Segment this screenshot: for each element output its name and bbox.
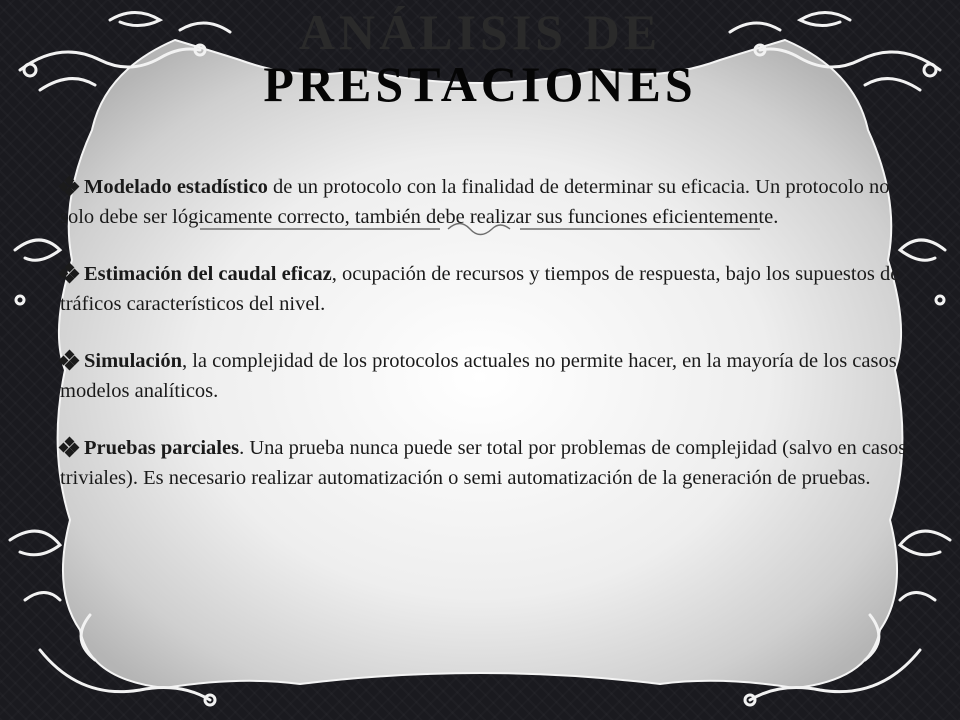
bullet-item-text: , ocupación de recursos y tiempos de respuesta, bajo los supuestos de tráficos característicos del nivel.	[60, 263, 900, 315]
bullet-item-simulacion	[60, 346, 912, 406]
bullet-item-estimacion	[60, 259, 912, 319]
bullet-item-modelado	[60, 172, 912, 232]
flourish-left	[10, 240, 60, 600]
bullet-list	[60, 172, 912, 520]
bullet-item-heading: Estimación del caudal eficaz	[84, 263, 332, 285]
bullet-item-heading: Pruebas parciales	[84, 437, 240, 459]
title-line-2: PRESTACIONES	[263, 56, 697, 112]
bullet-item-heading: Modelado estadístico	[84, 176, 268, 198]
bullet-item-pruebas	[60, 433, 912, 493]
four-diamond-bullet-icon	[60, 264, 78, 282]
four-diamond-bullet-icon	[60, 177, 78, 195]
four-diamond-bullet-icon	[60, 438, 78, 456]
bullet-item-text: , la complejidad de los protocolos actuales no permite hacer, en la mayoría de los casos, modelos analíticos.	[60, 350, 902, 402]
bullet-item-heading: Simulación	[84, 350, 182, 372]
bullet-item-text: de un protocolo con la finalidad de determinar su eficacia. Un protocolo no solo debe ser lógicamente correcto, también debe realizar sus funciones eficientemente.	[60, 176, 890, 228]
title-line-1: ANÁLISIS DE	[298, 4, 662, 60]
slide-title	[180, 6, 780, 110]
four-diamond-bullet-icon	[60, 351, 78, 369]
bullet-item-text: . Una prueba nunca puede ser total por problemas de complejidad (salvo en casos triviales). Es necesario realizar automatización o semi automatización de la generación de pruebas.	[60, 437, 907, 489]
